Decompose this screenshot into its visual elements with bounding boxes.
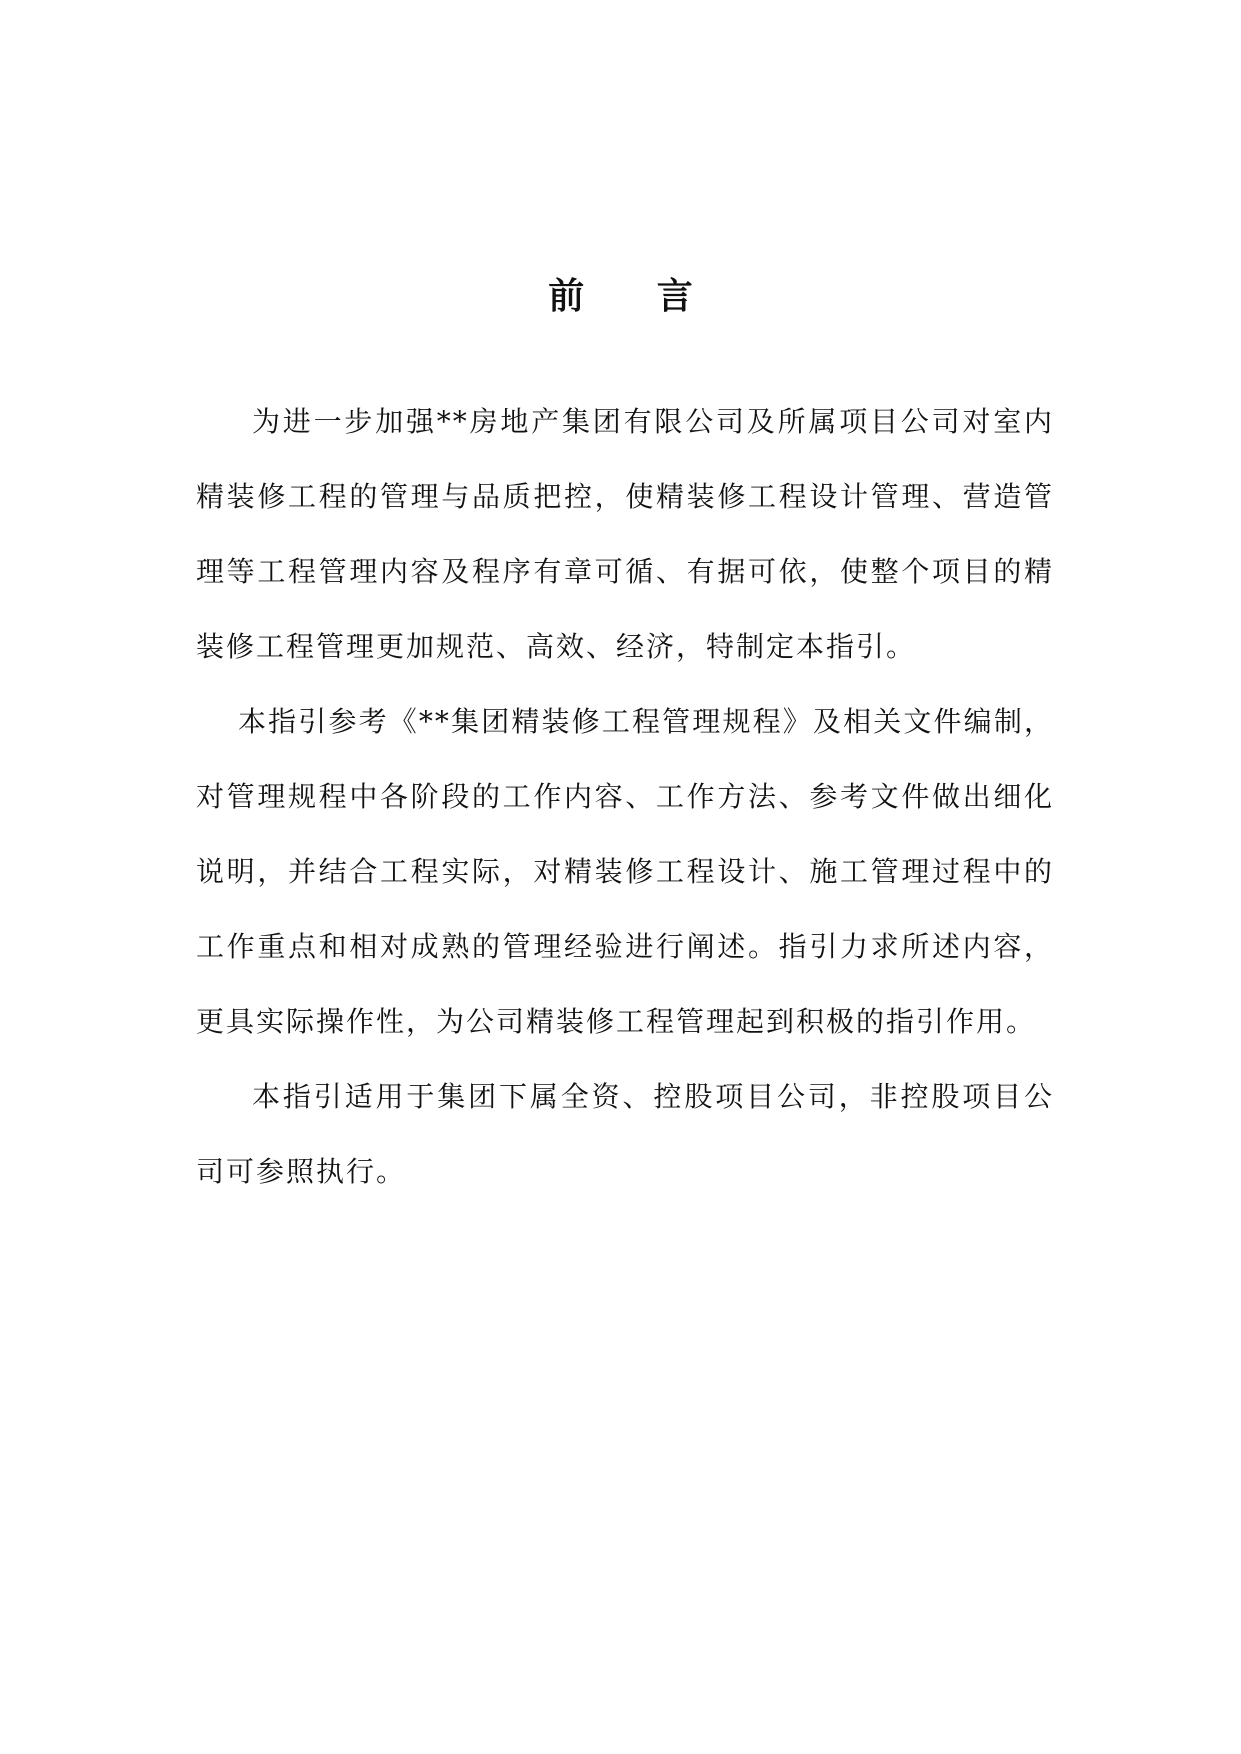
- paragraph-reference: 本指引参考《**集团精装修工程管理规程》及相关文件编制，对管理规程中各阶段的工作内容、工作方法、参考文件做出细化说明，并结合工程实际，对精装修工程设计、施工管理过程中的工作重点和相对成熟的管理经验进行阐述。指引力求所述内容，更具实际操作性，为公司精装修工程管理起到积极的指引作用。: [196, 705, 1054, 1038]
- paragraph-scope: 本指引适用于集团下属全资、控股项目公司，非控股项目公司可参照执行。: [196, 1080, 1054, 1188]
- document-body: [196, 384, 1054, 1209]
- document-title: 前 言: [548, 276, 723, 317]
- paragraph-purpose: 为进一步加强**房地产集团有限公司及所属项目公司对室内精装修工程的管理与品质把控，使精装修工程设计管理、营造管理等工程管理内容及程序有章可循、有据可依，使整个项目的精装修工程管理更加规范、高效、经济，特制定本指引。: [196, 405, 1054, 663]
